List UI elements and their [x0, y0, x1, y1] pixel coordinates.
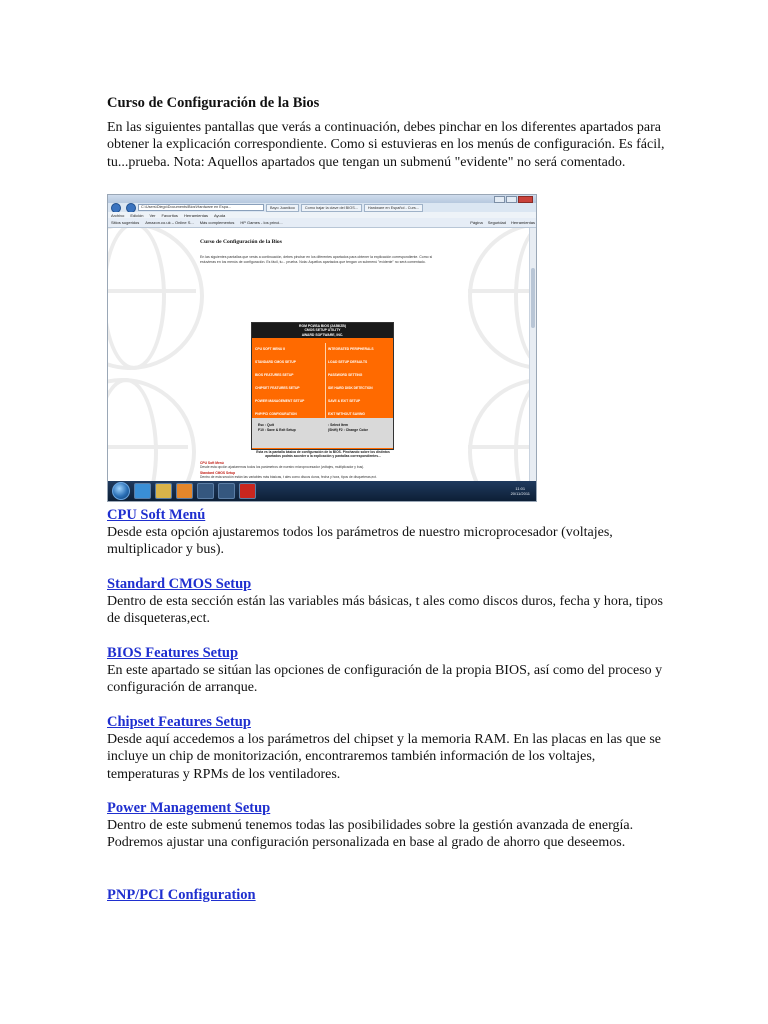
- menu-item: Favoritos: [161, 212, 178, 218]
- bios-menu-item: POWER MANAGEMENT SETUP: [255, 399, 305, 403]
- globe-watermark: [468, 228, 536, 370]
- maximize-icon: [506, 196, 517, 203]
- command-item: Página: [470, 220, 483, 225]
- section-chipset-features-setup: [107, 713, 667, 783]
- section-link[interactable]: CPU Soft Menú: [107, 507, 206, 523]
- menu-item: Archivo: [111, 212, 125, 218]
- bios-header: ROM PCI/ISA BIOS (2A5IIIZB) CMOS SETUP UTILITY AWARD SOFTWARE, INC.: [252, 323, 393, 338]
- menu-item: Edición: [130, 212, 144, 218]
- section-power-management-setup: [107, 799, 667, 852]
- section-link[interactable]: Chipset Features Setup: [107, 714, 251, 730]
- bios-menu-item: INTEGRATED PERIPHERALS: [328, 347, 374, 351]
- windows-taskbar: [108, 481, 536, 501]
- section-text: Desde esta opción ajustaremos todos los parámetros de nuestro microprocesador (voltajes, multiplicador y bus).: [107, 525, 613, 558]
- back-icon: [111, 203, 121, 212]
- inner-page-title: Curso de Configuración de la Bios: [200, 239, 282, 245]
- pdf-reader-icon: [239, 483, 256, 499]
- section-link[interactable]: BIOS Features Setup: [107, 645, 239, 661]
- menu-item: Ayuda: [213, 212, 226, 218]
- intro-paragraph: En las siguientes pantallas que verás a continuación, debes pinchar en los diferentes apartados para obtener la explicación correspondiente. Como si estuvieras en los menús de configuración. Es fácil, tu...prueba. Nota: Aquellos apartados que tengan un submenú "evidente" no será comentado.: [107, 120, 665, 170]
- vertical-scrollbar: [529, 228, 536, 481]
- section-bios-features-setup: [107, 644, 667, 697]
- section-text: Desde aquí accedemos a los parámetros del chipset y la memoria RAM. En las placas en las que se incluye un chip de monitorización, encontraremos también información de los voltajes, temperaturas y RPMs de los ventiladores.: [107, 732, 661, 782]
- browser-tab: Como bajar la clave del BIOS...: [301, 204, 362, 212]
- browser-tab: Hardware en Español - Curs...: [364, 204, 423, 212]
- minimize-icon: [494, 196, 505, 203]
- bios-menu-item: LOAD SETUP DEFAULTS: [328, 360, 368, 364]
- section-link[interactable]: Standard CMOS Setup: [107, 576, 252, 592]
- section-link[interactable]: PNP/PCI Configuration: [107, 887, 256, 903]
- globe-watermark: [108, 378, 196, 481]
- start-button-icon: [112, 482, 130, 500]
- command-item: Seguridad: [487, 220, 506, 225]
- window-controls: [494, 196, 533, 203]
- media-player-icon: [176, 483, 193, 499]
- command-bar: [470, 220, 537, 225]
- bios-menu-item: PNP/PCI CONFIGURATION: [255, 412, 297, 416]
- inner-section: CPU Soft Menú Desde esta opción ajustaremos todos los parámetros de nuestro microprocesador (voltajes, multiplicador y bus).: [200, 461, 365, 470]
- section-pnp-pci-configuration: [107, 886, 667, 904]
- system-clock: 11:01 20/11/2011: [510, 486, 530, 496]
- internet-explorer-icon: [134, 483, 151, 499]
- page-title: Curso de Configuración de la Bios: [107, 95, 320, 111]
- menu-item: Herramientas: [183, 212, 208, 218]
- url-field: C:\Users\Diego\Documents\Bios\Hardware en Espa...: [138, 204, 264, 211]
- section-link[interactable]: Power Management Setup: [107, 800, 271, 816]
- forward-icon: [126, 203, 136, 212]
- bios-menu-item: CHIPSET FEATURES SETUP: [255, 386, 300, 390]
- section-cpu-soft-menu: [107, 506, 667, 559]
- window-titlebar: [108, 195, 536, 203]
- inner-intro: En las siguientes pantallas que verás a continuación, debes pinchar en los diferentes apartados para obtener la explicación correspondiente. Como si estuvieras en los menús de configuración. Es fácil, tu... prueba. Nota: Aquellos apartados que tengan un submenú "evidente" no será comentado.: [200, 255, 433, 264]
- bios-menu-item: CPU SOFT MENU II: [255, 347, 286, 351]
- program-icon: [218, 483, 235, 499]
- favorite-item: HP Games - los princi...: [240, 220, 283, 225]
- favorite-item: Sitios sugeridos: [111, 220, 140, 225]
- inner-section: Standard CMOS Setup Dentro de esta sección están las variables más básicas, t ales como discos duros, fecha y hora, tipos de disqueteras,ect.: [200, 471, 377, 480]
- browser-content: [108, 228, 536, 481]
- globe-watermark: [108, 228, 204, 370]
- favorite-item: Amazon.co.uk – Online S...: [145, 220, 194, 225]
- bios-menu-item: SAVE & EXIT SETUP: [328, 399, 361, 403]
- close-icon: [518, 196, 533, 203]
- section-standard-cmos-setup: [107, 575, 667, 628]
- bios-menu-left: [255, 343, 321, 421]
- bios-menu-item: STANDARD CMOS SETUP: [255, 360, 296, 364]
- folder-icon: [155, 483, 172, 499]
- address-bar: [108, 203, 536, 212]
- menu-item: Ver: [149, 212, 156, 218]
- bios-menu-item: IDE HARD DISK DETECTION: [328, 386, 373, 390]
- bios-menu-item: BIOS FEATURES SETUP: [255, 373, 294, 377]
- bios-key-legend: Esc : Quit F10 : Save & Exit Setup : Select Item (Shift) F2 : Change Color: [252, 418, 393, 448]
- section-text: En este apartado se sitúan las opciones de configuración de la propia BIOS, así como del proceso y configuración de arranque.: [107, 663, 663, 696]
- section-text: Dentro de este submenú tenemos todas las posibilidades sobre la gestión avanzada de energía. Podremos ajustar una configuración personalizada en base al grado de ahorro que deseemos.: [107, 818, 634, 851]
- embedded-browser-screenshot: [107, 194, 537, 502]
- favorites-bar: [108, 218, 537, 228]
- bios-menu-right: [325, 343, 394, 421]
- browser-tab: Bayo Juanikoo: [266, 204, 299, 212]
- section-text: Dentro de esta sección están las variables más básicas, t ales como discos duros, fecha y hora, tipos de disqueteras,ect.: [107, 594, 663, 627]
- globe-watermark: [468, 378, 536, 481]
- bios-menu-item: EXIT WITHOUT SAVING: [328, 412, 365, 416]
- favorite-item: Más complementos: [199, 220, 235, 225]
- bios-menu-item: PASSWORD SETTING: [328, 373, 363, 377]
- bios-setup-image: [251, 322, 394, 450]
- command-item: Herramientas: [510, 220, 535, 225]
- bios-caption: Esta es la pantalla básica de configuración de la BIOS. Pinchando sobre los distintos apartados podrás acceder a la explicación y pantallas correspondientes...: [256, 450, 390, 459]
- program-icon: [197, 483, 214, 499]
